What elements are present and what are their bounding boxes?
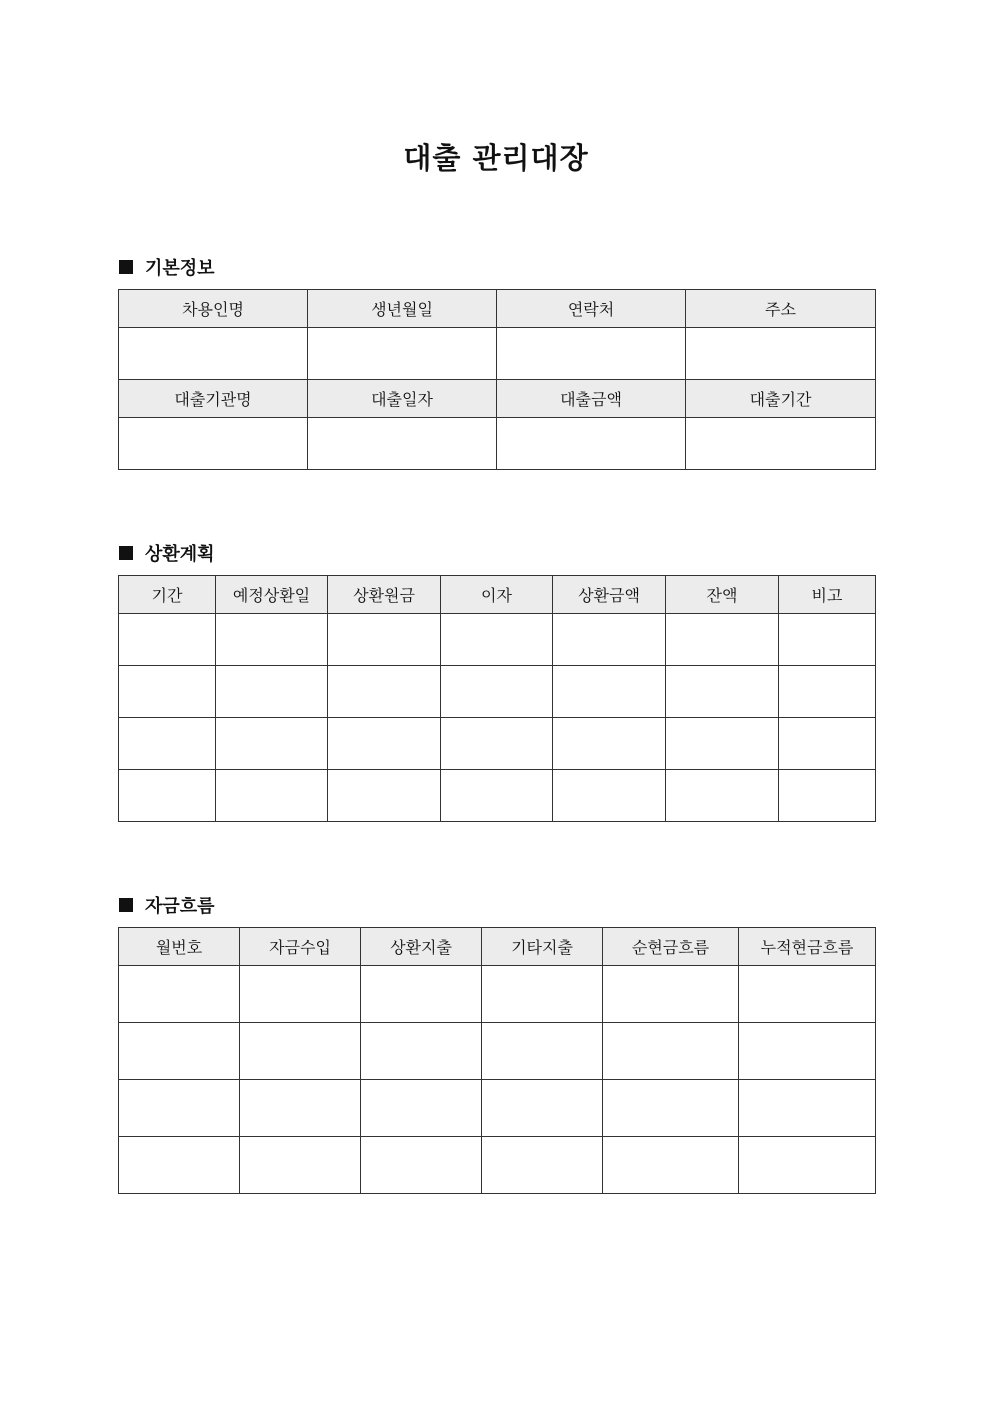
- table-cell[interactable]: [119, 614, 216, 666]
- table-cell[interactable]: [119, 666, 216, 718]
- section-repayment-heading: [119, 540, 215, 566]
- square-bullet-icon: [119, 898, 133, 912]
- table-cell[interactable]: [482, 1080, 603, 1137]
- table-cell[interactable]: [603, 966, 739, 1023]
- contact-cell[interactable]: [497, 328, 686, 380]
- table-cell[interactable]: [240, 966, 361, 1023]
- basic-info-table: [118, 289, 876, 470]
- header-repayment-amount: 상환금액: [553, 576, 666, 614]
- header-other-expense: 기타지출: [482, 928, 603, 966]
- section-repayment-title: 상환계획: [145, 544, 215, 565]
- table-cell[interactable]: [328, 666, 441, 718]
- table-cell[interactable]: [553, 666, 666, 718]
- table-cell[interactable]: [119, 1080, 240, 1137]
- square-bullet-icon: [119, 260, 133, 274]
- header-loan-amount: 대출금액: [497, 380, 686, 418]
- header-balance: 잔액: [666, 576, 779, 614]
- table-row: [119, 718, 876, 770]
- table-cell[interactable]: [666, 666, 779, 718]
- table-cell[interactable]: [553, 770, 666, 822]
- table-header-row: [119, 290, 876, 328]
- document-title: 대출 관리대장: [403, 141, 589, 175]
- table-cell[interactable]: [739, 1023, 876, 1080]
- repayment-plan-table: [118, 575, 876, 822]
- loan-period-cell[interactable]: [686, 418, 876, 470]
- header-borrower-name: 차용인명: [119, 290, 308, 328]
- header-repayment-expense: 상환지출: [361, 928, 482, 966]
- table-cell[interactable]: [482, 1137, 603, 1194]
- table-row: [119, 1137, 876, 1194]
- table-cell[interactable]: [328, 718, 441, 770]
- birth-date-cell[interactable]: [308, 328, 497, 380]
- table-cell[interactable]: [119, 770, 216, 822]
- table-cell[interactable]: [328, 614, 441, 666]
- table-cell[interactable]: [216, 770, 328, 822]
- table-cell[interactable]: [119, 1023, 240, 1080]
- table-cell[interactable]: [666, 718, 779, 770]
- header-scheduled-date: 예정상환일: [216, 576, 328, 614]
- table-cell[interactable]: [361, 1080, 482, 1137]
- section-cashflow-heading: [119, 892, 215, 918]
- table-cell[interactable]: [666, 770, 779, 822]
- table-cell[interactable]: [441, 718, 553, 770]
- table-cell[interactable]: [119, 718, 216, 770]
- table-cell[interactable]: [739, 966, 876, 1023]
- header-net-cashflow: 순현금흐름: [603, 928, 739, 966]
- table-row: [119, 666, 876, 718]
- table-row: [119, 1023, 876, 1080]
- square-bullet-icon: [119, 546, 133, 560]
- table-cell[interactable]: [216, 614, 328, 666]
- table-cell[interactable]: [603, 1137, 739, 1194]
- table-row: [119, 770, 876, 822]
- header-fund-income: 자금수입: [240, 928, 361, 966]
- table-cell[interactable]: [739, 1137, 876, 1194]
- table-cell[interactable]: [482, 1023, 603, 1080]
- header-loan-date: 대출일자: [308, 380, 497, 418]
- table-cell[interactable]: [240, 1137, 361, 1194]
- header-remarks: 비고: [779, 576, 876, 614]
- section-basic-title: 기본정보: [145, 258, 215, 279]
- header-cumulative-cashflow: 누적현금흐름: [739, 928, 876, 966]
- table-cell[interactable]: [119, 966, 240, 1023]
- table-cell[interactable]: [361, 966, 482, 1023]
- table-header-row: [119, 928, 876, 966]
- table-cell[interactable]: [779, 718, 876, 770]
- loan-amount-cell[interactable]: [497, 418, 686, 470]
- table-cell[interactable]: [328, 770, 441, 822]
- table-cell[interactable]: [361, 1137, 482, 1194]
- table-row: [119, 966, 876, 1023]
- table-cell[interactable]: [779, 614, 876, 666]
- table-cell[interactable]: [739, 1080, 876, 1137]
- table-row: [119, 1080, 876, 1137]
- cashflow-table: [118, 927, 876, 1194]
- table-cell[interactable]: [216, 718, 328, 770]
- table-cell[interactable]: [240, 1023, 361, 1080]
- table-cell[interactable]: [441, 770, 553, 822]
- header-period: 기간: [119, 576, 216, 614]
- table-cell[interactable]: [216, 666, 328, 718]
- header-loan-period: 대출기간: [686, 380, 876, 418]
- header-principal: 상환원금: [328, 576, 441, 614]
- table-cell[interactable]: [482, 966, 603, 1023]
- section-cashflow-title: 자금흐름: [145, 896, 215, 917]
- table-row: [119, 328, 876, 380]
- table-cell[interactable]: [441, 666, 553, 718]
- borrower-name-cell[interactable]: [119, 328, 308, 380]
- lender-name-cell[interactable]: [119, 418, 308, 470]
- table-cell[interactable]: [441, 614, 553, 666]
- header-contact: 연락처: [497, 290, 686, 328]
- table-cell[interactable]: [666, 614, 779, 666]
- address-cell[interactable]: [686, 328, 876, 380]
- table-cell[interactable]: [553, 614, 666, 666]
- table-cell[interactable]: [553, 718, 666, 770]
- header-month-number: 월번호: [119, 928, 240, 966]
- table-header-row: [119, 380, 876, 418]
- loan-date-cell[interactable]: [308, 418, 497, 470]
- section-basic-heading: [119, 254, 215, 280]
- table-cell[interactable]: [240, 1080, 361, 1137]
- table-row: [119, 418, 876, 470]
- table-row: [119, 614, 876, 666]
- table-cell[interactable]: [603, 1023, 739, 1080]
- header-lender-name: 대출기관명: [119, 380, 308, 418]
- table-cell[interactable]: [603, 1080, 739, 1137]
- header-interest: 이자: [441, 576, 553, 614]
- table-cell[interactable]: [361, 1023, 482, 1080]
- table-header-row: [119, 576, 876, 614]
- header-birth-date: 생년월일: [308, 290, 497, 328]
- table-cell[interactable]: [779, 666, 876, 718]
- table-cell[interactable]: [119, 1137, 240, 1194]
- header-address: 주소: [686, 290, 876, 328]
- table-cell[interactable]: [779, 770, 876, 822]
